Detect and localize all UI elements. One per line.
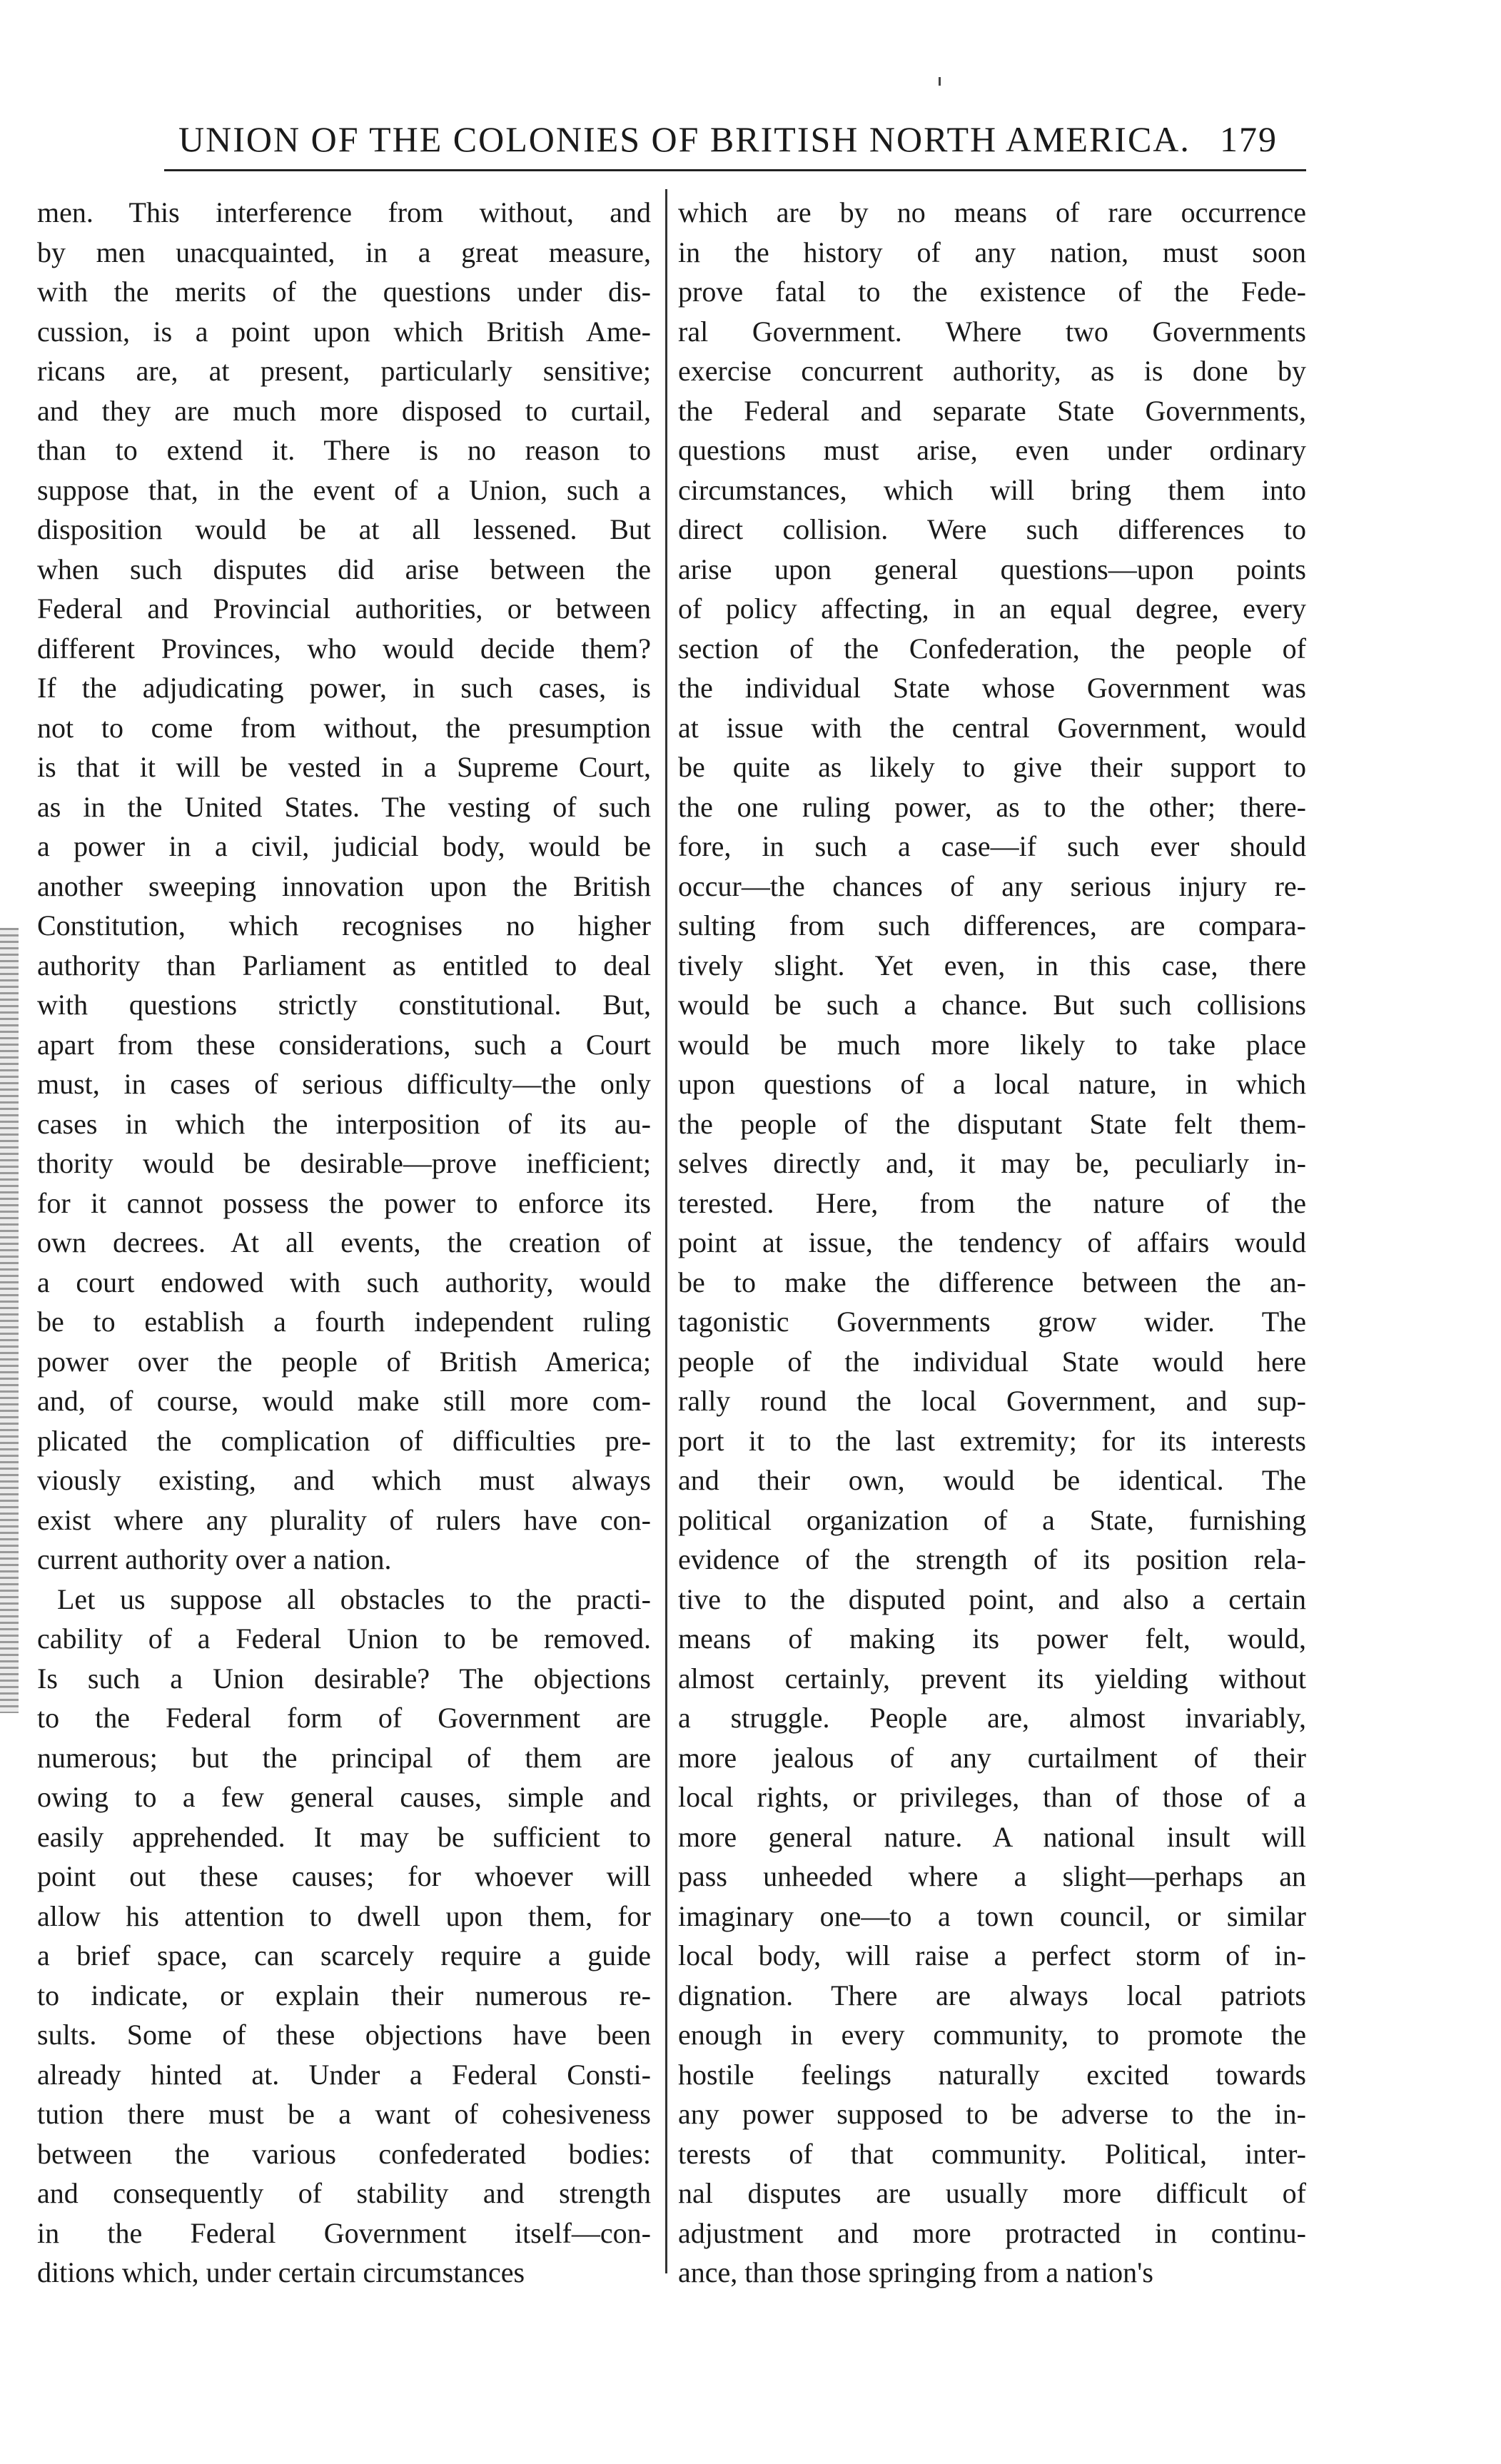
text-line: Let us suppose all obstacles to the practi- bbox=[57, 1582, 651, 1615]
text-line: authority than Parliament as entitled to deal bbox=[37, 949, 651, 981]
text-line: evidence of the strength of its position rela- bbox=[678, 1543, 1306, 1575]
text-line: allow his attention to dwell upon them, for bbox=[37, 1899, 651, 1932]
text-line: must, in cases of serious difficulty—the only bbox=[37, 1068, 651, 1100]
text-line: own decrees. At all events, the creation of bbox=[37, 1226, 651, 1258]
text-line: ral Government. Where two Governments bbox=[678, 315, 1306, 348]
text-line: to the Federal form of Government are bbox=[37, 1702, 651, 1734]
text-line: with questions strictly constitutional. But, bbox=[37, 989, 651, 1021]
page-number: 179 bbox=[1220, 119, 1278, 159]
text-line: cability of a Federal Union to be removed. bbox=[37, 1622, 651, 1655]
text-line: enough in every community, to promote the bbox=[678, 2019, 1306, 2051]
header-rule bbox=[164, 169, 1306, 171]
text-line: people of the individual State would here bbox=[678, 1345, 1306, 1378]
text-line: dignation. There are always local patriots bbox=[678, 1979, 1306, 2011]
text-line: tution there must be a want of cohesiveness bbox=[37, 2098, 651, 2130]
text-line: nal disputes are usually more difficult of bbox=[678, 2177, 1306, 2209]
text-line: local rights, or privileges, than of those of a bbox=[678, 1781, 1306, 1813]
text-line: exercise concurrent authority, as is done by bbox=[678, 355, 1306, 387]
text-line: in the history of any nation, must soon bbox=[678, 236, 1306, 268]
text-line: power over the people of British America; bbox=[37, 1345, 651, 1378]
right-text-column bbox=[678, 193, 1306, 2293]
running-head bbox=[164, 114, 1278, 164]
text-line: circumstances, which will bring them into bbox=[678, 473, 1306, 506]
text-line: a brief space, can scarcely require a guide bbox=[37, 1939, 651, 1971]
text-line: current authority over a nation. bbox=[37, 1543, 392, 1575]
text-line: point at issue, the tendency of affairs would bbox=[678, 1226, 1306, 1258]
text-line: cussion, is a point upon which British Ame- bbox=[37, 315, 651, 348]
text-line: ditions which, under certain circumstances bbox=[37, 2256, 525, 2288]
text-line: a court endowed with such authority, would bbox=[37, 1266, 651, 1298]
text-line: sults. Some of these objections have been bbox=[37, 2019, 651, 2051]
text-line: different Provinces, who would decide them? bbox=[37, 632, 651, 665]
text-line: more general nature. A national insult will bbox=[678, 1820, 1306, 1853]
text-line: occur—the chances of any serious injury re- bbox=[678, 869, 1306, 902]
text-line: to indicate, or explain their numerous re- bbox=[37, 1979, 651, 2011]
text-line: a power in a civil, judicial body, would be bbox=[37, 830, 651, 862]
text-line: tagonistic Governments grow wider. The bbox=[678, 1306, 1306, 1338]
text-line: a struggle. People are, almost invariably, bbox=[678, 1702, 1306, 1734]
text-line: numerous; but the principal of them are bbox=[37, 1741, 651, 1774]
left-text-column bbox=[37, 193, 651, 2293]
text-line: If the adjudicating power, in such cases, is bbox=[37, 672, 651, 704]
text-line: and, of course, would make still more com- bbox=[37, 1385, 651, 1417]
text-line: Constitution, which recognises no higher bbox=[37, 909, 651, 941]
text-line: be quite as likely to give their support to bbox=[678, 751, 1306, 783]
text-line: the individual State whose Government was bbox=[678, 672, 1306, 704]
text-line: questions must arise, even under ordinary bbox=[678, 434, 1306, 466]
text-line: the people of the disputant State felt them- bbox=[678, 1107, 1306, 1140]
text-line: port it to the last extremity; for its interests bbox=[678, 1424, 1306, 1457]
text-line: sulting from such differences, are compara- bbox=[678, 909, 1306, 941]
text-line: as in the United States. The vesting of such bbox=[37, 790, 651, 823]
text-line: almost certainly, prevent its yielding without bbox=[678, 1662, 1306, 1695]
text-line: plicated the complication of difficulties pre- bbox=[37, 1424, 651, 1457]
text-line: adjustment and more protracted in continu- bbox=[678, 2216, 1306, 2249]
text-line: by men unacquainted, in a great measure, bbox=[37, 236, 651, 268]
text-line: which are by no means of rare occurrence bbox=[678, 196, 1306, 228]
text-line: the Federal and separate State Governments, bbox=[678, 394, 1306, 427]
text-line: another sweeping innovation upon the British bbox=[37, 869, 651, 902]
text-line: upon questions of a local nature, in which bbox=[678, 1068, 1306, 1100]
text-line: pass unheeded where a slight—perhaps an bbox=[678, 1860, 1306, 1892]
running-title: UNION OF THE COLONIES OF BRITISH NORTH AMERICA. bbox=[178, 119, 1191, 159]
text-line: thority would be desirable—prove inefficient; bbox=[37, 1147, 651, 1179]
text-line: would be much more likely to take place bbox=[678, 1028, 1306, 1061]
text-line: and consequently of stability and strength bbox=[37, 2177, 651, 2209]
text-line: when such disputes did arise between the bbox=[37, 552, 651, 585]
text-line: be to establish a fourth independent ruling bbox=[37, 1306, 651, 1338]
text-line: be to make the difference between the an- bbox=[678, 1266, 1306, 1298]
text-line: point out these causes; for whoever will bbox=[37, 1860, 651, 1892]
text-line: imaginary one—to a town council, or similar bbox=[678, 1899, 1306, 1932]
text-line: viously existing, and which must always bbox=[37, 1464, 651, 1496]
text-line: than to extend it. There is no reason to bbox=[37, 434, 651, 466]
text-line: apart from these considerations, such a Court bbox=[37, 1028, 651, 1061]
text-line: between the various confederated bodies: bbox=[37, 2137, 651, 2170]
text-line: Is such a Union desirable? The objections bbox=[37, 1662, 651, 1695]
text-line: means of making its power felt, would, bbox=[678, 1622, 1306, 1655]
text-line: terests of that community. Political, inter- bbox=[678, 2137, 1306, 2170]
text-line: is that it will be vested in a Supreme Court, bbox=[37, 751, 651, 783]
text-line: cases in which the interposition of its au- bbox=[37, 1107, 651, 1140]
text-line: the one ruling power, as to the other; there- bbox=[678, 790, 1306, 823]
text-line: easily apprehended. It may be sufficient to bbox=[37, 1820, 651, 1853]
text-line: rally round the local Government, and sup- bbox=[678, 1385, 1306, 1417]
text-line: disposition would be at all lessened. But bbox=[37, 513, 651, 545]
text-line: in the Federal Government itself—con- bbox=[37, 2216, 651, 2249]
text-line: local body, will raise a perfect storm of in- bbox=[678, 1939, 1306, 1971]
text-line: fore, in such a case—if such ever should bbox=[678, 830, 1306, 862]
text-line: tive to the disputed point, and also a certain bbox=[678, 1582, 1306, 1615]
binding-edge bbox=[0, 928, 19, 1713]
text-line: ricans are, at present, particularly sensitive; bbox=[37, 355, 651, 387]
text-line: at issue with the central Government, would bbox=[678, 711, 1306, 744]
text-line: owing to a few general causes, simple and bbox=[37, 1781, 651, 1813]
print-speck bbox=[939, 77, 941, 86]
text-line: men. This interference from without, and bbox=[37, 196, 651, 228]
text-line: for it cannot possess the power to enforce its bbox=[37, 1186, 651, 1219]
text-line: and their own, would be identical. The bbox=[678, 1464, 1306, 1496]
text-line: suppose that, in the event of a Union, such a bbox=[37, 473, 651, 506]
column-divider bbox=[665, 189, 667, 2273]
text-line: with the merits of the questions under dis- bbox=[37, 276, 651, 308]
text-line: exist where any plurality of rulers have con- bbox=[37, 1503, 651, 1536]
text-line: any power supposed to be adverse to the in- bbox=[678, 2098, 1306, 2130]
text-line: and they are much more disposed to curtail, bbox=[37, 394, 651, 427]
text-line: more jealous of any curtailment of their bbox=[678, 1741, 1306, 1774]
text-line: not to come from without, the presumption bbox=[37, 711, 651, 744]
text-line: arise upon general questions—upon points bbox=[678, 552, 1306, 585]
text-line: terested. Here, from the nature of the bbox=[678, 1186, 1306, 1219]
text-line: direct collision. Were such differences to bbox=[678, 513, 1306, 545]
text-line: already hinted at. Under a Federal Consti- bbox=[37, 2058, 651, 2091]
text-line: hostile feelings naturally excited towards bbox=[678, 2058, 1306, 2091]
text-line: would be such a chance. But such collisions bbox=[678, 989, 1306, 1021]
text-line: prove fatal to the existence of the Fede- bbox=[678, 276, 1306, 308]
text-line: selves directly and, it may be, peculiarly in- bbox=[678, 1147, 1306, 1179]
text-line: of policy affecting, in an equal degree, every bbox=[678, 592, 1306, 625]
text-line: section of the Confederation, the people of bbox=[678, 632, 1306, 665]
text-line: ance, than those springing from a nation's bbox=[678, 2256, 1153, 2288]
text-line: tively slight. Yet even, in this case, there bbox=[678, 949, 1306, 981]
text-line: political organization of a State, furnishing bbox=[678, 1503, 1306, 1536]
text-line: Federal and Provincial authorities, or between bbox=[37, 592, 651, 625]
